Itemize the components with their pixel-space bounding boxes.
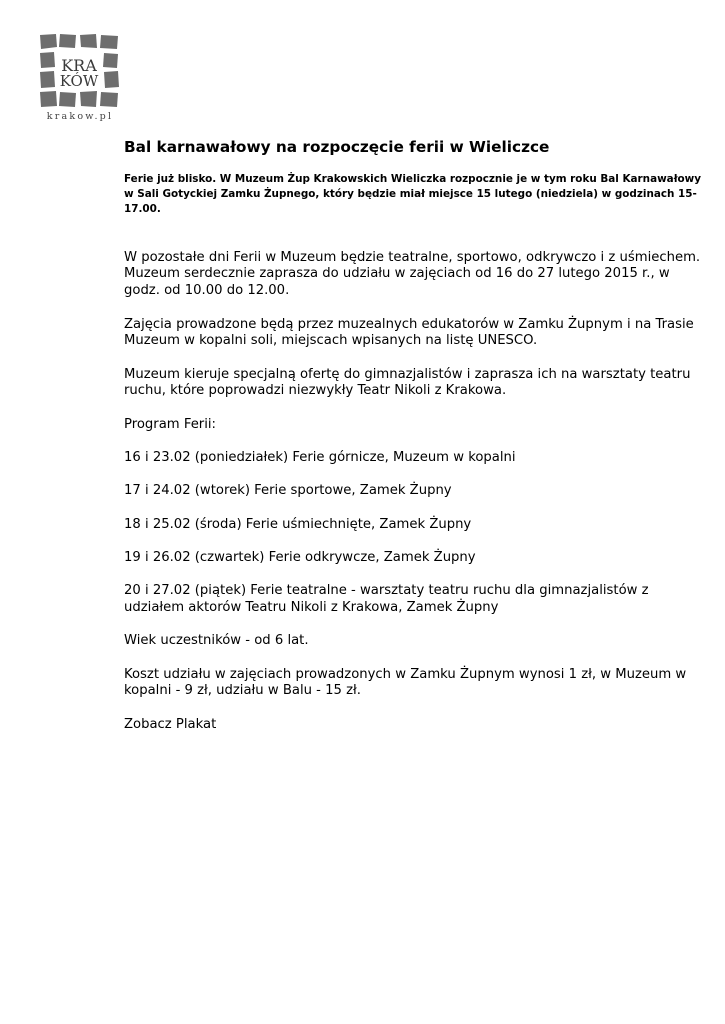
article-title: Bal karnawałowy na rozpoczęcie ferii w Wieliczce xyxy=(124,138,550,156)
logo-url: krakow.pl xyxy=(46,111,114,122)
article-body xyxy=(124,250,702,734)
program-item: 16 i 23.02 (poniedziałek) Ferie górnicze, Muzeum w kopalni xyxy=(124,449,516,465)
paragraph-theatre-offer: Muzeum kieruje specjalną ofertę do gimnazjalistów i zaprasza ich na warsztaty teatru ruchu, które poprowadzi niezwykły Teatr Nikoli z Krakowa. xyxy=(124,366,691,399)
program-heading: Program Ferii: xyxy=(124,416,217,432)
logo-line-1: KRA xyxy=(61,56,97,75)
paragraph-age: Wiek uczestników - od 6 lat. xyxy=(124,633,309,649)
krakow-logo-graphic xyxy=(36,31,124,111)
paragraph-educators: Zajęcia prowadzone będą przez muzealnych edukatorów w Zamku Żupnym i na Trasie Muzeum w kopalni soli, miejscach wpisanych na listę UNESCO. xyxy=(124,316,694,349)
article-lead: Ferie już blisko. W Muzeum Żup Krakowskich Wieliczka rozpocznie je w tym roku Bal Karnawałowy w Sali Gotyckiej Zamku Żupnego, który będzie miał miejsce 15 lutego (niedziela) w godzinach 15-17.00. xyxy=(124,173,702,216)
logo-line-2: KÓW xyxy=(59,72,99,90)
poster-link[interactable]: Zobacz Plakat xyxy=(124,716,217,732)
paragraph-cost: Koszt udziału w zajęciach prowadzonych w Zamku Żupnym wynosi 1 zł, w Muzeum w kopalni - 9 zł, udziału w Balu - 15 zł. xyxy=(124,666,687,699)
program-item: 20 i 27.02 (piątek) Ferie teatralne - warsztaty teatru ruchu dla gimnazjalistów z udziałem aktorów Teatru Nikoli z Krakowa, Zamek Żupny xyxy=(124,583,649,615)
program-item: 17 i 24.02 (wtorek) Ferie sportowe, Zamek Żupny xyxy=(124,483,452,499)
article xyxy=(124,136,702,750)
program-item: 19 i 26.02 (czwartek) Ferie odkrywcze, Zamek Żupny xyxy=(124,549,476,565)
krakow-logo xyxy=(36,31,124,123)
paragraph-activities: W pozostałe dni Ferii w Muzeum będzie teatralne, sportowo, odkrywczo i z uśmiechem. Muzeum serdecznie zaprasza do udziału w zajęciach od 16 do 27 lutego 2015 r., w godz. od 10.00 do 12.00. xyxy=(124,249,701,299)
program-item: 18 i 25.02 (środa) Ferie uśmiechnięte, Zamek Żupny xyxy=(124,516,472,532)
